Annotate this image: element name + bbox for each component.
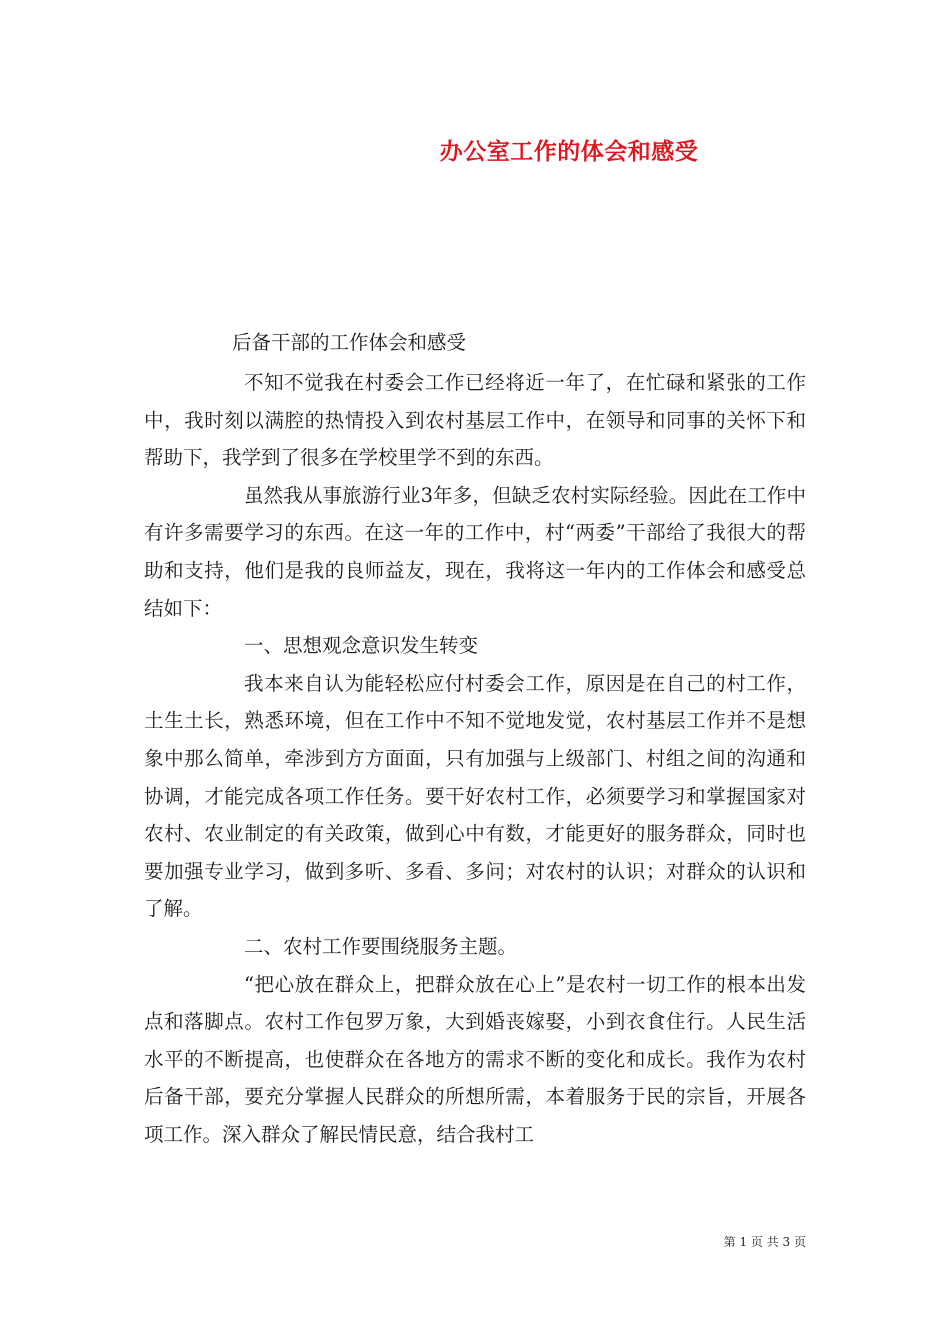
document-body [144,364,806,1153]
document-subtitle: 后备干部的工作体会和感受 [232,331,467,354]
paragraph: “把心放在群众上，把群众放在心上”是农村一切工作的根本出发点和落脚点。农村工作包罗万象，大到婚丧嫁娶，小到衣食住行。人民生活水平的不断提高，也使群众在各地方的需求不断的变化和成长。我作为农村后备干部，要充分掌握人民群众的所想所需，本着服务于民的宗旨，开展各项工作。深入群众了解民情民意，结合我村工 [144,972,806,1146]
section-heading: 二、农村工作要围绕服务主题。 [244,934,518,958]
paragraph: 不知不觉我在村委会工作已经将近一年了，在忙碌和紧张的工作中，我时刻以满腔的热情投入到农村基层工作中，在领导和同事的关怀下和帮助下，我学到了很多在学校里学不到的东西。 [144,371,806,470]
section-heading: 一、思想观念意识发生转变 [244,634,479,658]
document-title: 办公室工作的体会和感受 [439,138,699,165]
page-number: 第 1 页 共 3 页 [723,1235,806,1249]
paragraph: 我本来自认为能轻松应付村委会工作，原因是在自己的村工作，土生土长，熟悉环境，但在工作中不知不觉地发觉，农村基层工作并不是想象中那么简单，牵涉到方方面面，只有加强与上级部门、村组之间的沟通和协调，才能完成各项工作任务。要干好农村工作，必须要学习和掌握国家对农村、农业制定的有关政策，做到心中有数，才能更好的服务群众，同时也要加强专业学习，做到多听、多看、多问；对农村的认识；对群众的认识和了解。 [144,671,806,921]
paragraph: 虽然我从事旅游行业3年多，但缺乏农村实际经验。因此在工作中有许多需要学习的东西。在这一年的工作中，村“两委”干部给了我很大的帮助和支持，他们是我的良师益友，现在，我将这一年内的工作体会和感受总结如下： [144,483,806,620]
